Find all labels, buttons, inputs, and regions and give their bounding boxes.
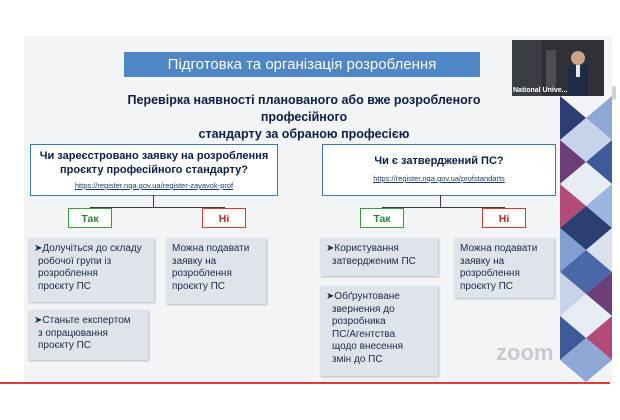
- card-line: розроблення: [460, 268, 520, 279]
- card-line: Можна подавати: [172, 243, 250, 254]
- card-line: заявку на: [172, 255, 217, 267]
- right-question-line-1: Чи є затверджений ПС?: [374, 155, 504, 167]
- left-question-link[interactable]: https://register.nqa.gov.ua/register-zayavok-prof: [74, 181, 234, 190]
- card-line: розроблення: [38, 268, 98, 279]
- right-question-box: [322, 144, 556, 196]
- card-line: розробника: [332, 316, 386, 327]
- card-line: ➤Обґрунтоване: [326, 291, 400, 302]
- card-line: проєкту ПС: [460, 280, 514, 292]
- slide-subtitle: [84, 92, 524, 143]
- subtitle-line-2: стандарту за обраною професією: [198, 127, 410, 141]
- card-line: робочої групи із: [38, 255, 112, 267]
- card-line: ПС/Агентства: [332, 328, 396, 340]
- left-no-label: Ні: [202, 208, 246, 228]
- card-line: ➤Користування: [326, 243, 399, 254]
- card-line: ➤Долучіться до складу: [34, 243, 142, 254]
- left-question-line-1: Чи зареєстровано заявку на розроблення: [39, 150, 269, 162]
- right-no-label: Ні: [482, 208, 526, 228]
- left-question-line-2: проєкту професійного стандарту?: [60, 164, 248, 176]
- card-line: заявку на: [460, 255, 505, 267]
- left-yes-card-1: [28, 238, 154, 302]
- right-yes-label: Так: [360, 208, 404, 228]
- right-yes-card-2: [320, 286, 438, 376]
- left-connector-vertical: [153, 195, 154, 207]
- bottom-letterbox: [0, 384, 620, 420]
- card-line: Можна подавати: [460, 243, 538, 254]
- subtitle-line-1: Перевірка наявності планованого або вже розробленого професійного: [127, 93, 481, 124]
- zoom-watermark: zoom: [496, 340, 554, 365]
- left-no-card: [166, 238, 266, 304]
- card-line: щодо внесення: [332, 341, 404, 352]
- card-line: проєкту ПС: [172, 280, 226, 292]
- right-question-link[interactable]: https://register.nqa.gov.ua/profstandarts: [373, 174, 505, 183]
- participant-video-thumbnail[interactable]: [512, 40, 604, 96]
- right-no-card: [454, 238, 554, 298]
- top-letterbox: [0, 0, 620, 36]
- card-line: проєкту ПС: [38, 280, 92, 292]
- right-yes-card-1: [320, 238, 438, 276]
- card-line: проєкту ПС: [38, 340, 92, 351]
- card-line: ➤Станьте експертом: [34, 315, 131, 326]
- scrollbar-thumb[interactable]: [612, 86, 616, 100]
- decorative-triangle-pattern: [560, 96, 612, 382]
- left-yes-card-2: [28, 310, 148, 360]
- card-line: звернення до: [332, 303, 395, 315]
- card-line: розроблення: [172, 268, 232, 279]
- card-line: затвердженим ПС: [332, 255, 416, 267]
- left-yes-label: Так: [68, 208, 112, 228]
- card-line: з опрацювання: [38, 327, 108, 339]
- video-participant-name: National Unive...: [513, 87, 568, 94]
- left-question-box: [30, 144, 278, 196]
- slide-title: Підготовка та організація розроблення: [124, 52, 480, 77]
- card-line: змін до ПС: [332, 353, 383, 365]
- right-connector-vertical: [440, 195, 441, 207]
